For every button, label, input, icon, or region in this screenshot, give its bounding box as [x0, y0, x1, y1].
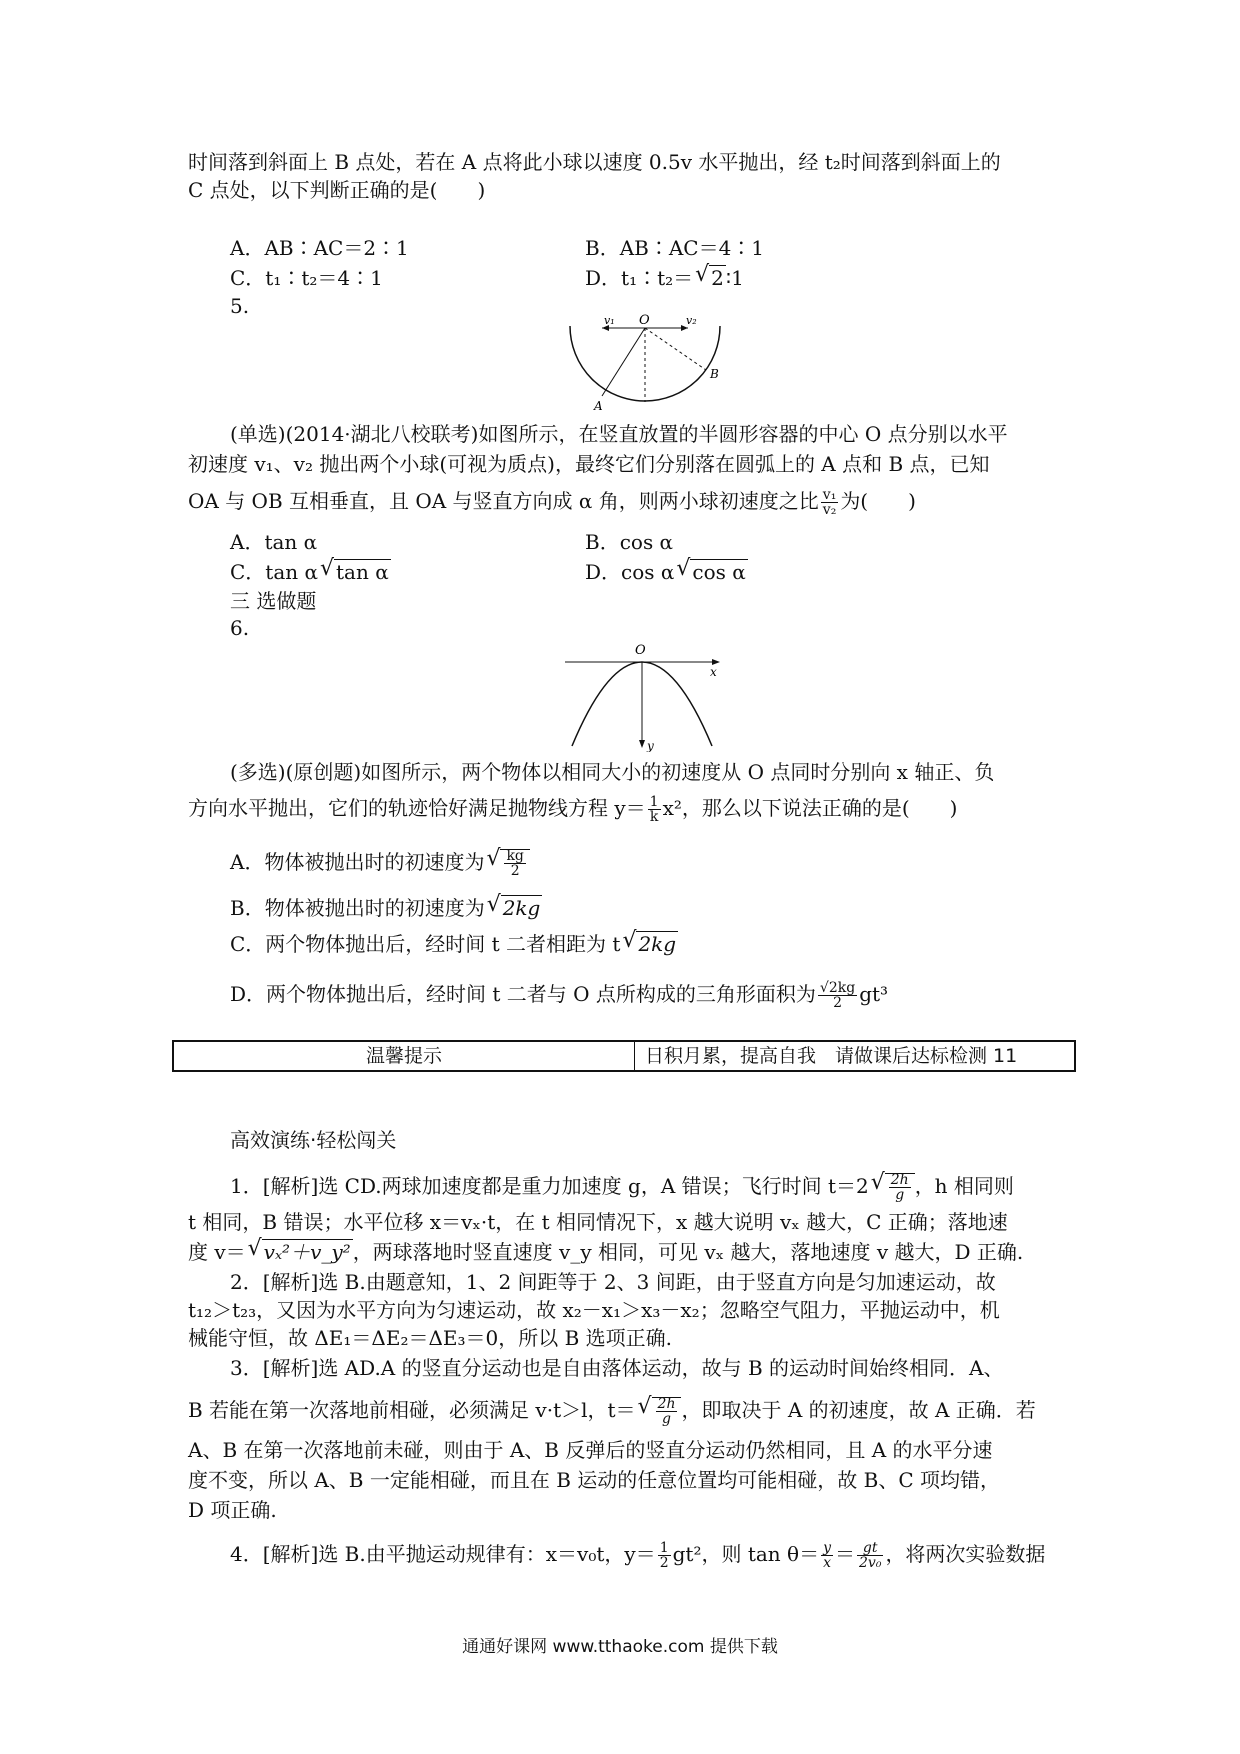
q4-option-d: D．t₁∶t₂＝√ 2 ∶1 [585, 264, 744, 292]
answers-heading: 高效演练·轻松闯关 [230, 1128, 397, 1152]
section-heading: 三 选做题 [230, 589, 317, 613]
fraction: $\frac{y}{x}$ [823, 1540, 831, 1571]
tip-box [172, 1040, 1076, 1072]
fig-label-y: y [647, 739, 654, 752]
q6-line1: (多选)(原创题)如图所示，两个物体以相同大小的初速度从 O 点同时分别向 x 轴正、负 [230, 760, 995, 784]
fraction: $\frac{√2kg}{2}$ [819, 980, 856, 1011]
answer-3-line3: A、B 在第一次落地前未碰，则由于 A、B 反弹后的竖直分运动仍然相同，且 A 的水平分速 [188, 1438, 993, 1462]
sqrt-sign: √ 2 [695, 264, 726, 292]
q5-option-c: C．tan α√ tan α [230, 558, 391, 586]
q6-option-a: A．物体被抛出时的初速度为 √ $\frac{kg}{2}$ [230, 848, 530, 878]
fraction: $\frac{\text{v₁}}{\text{v₂}}$ [822, 487, 837, 518]
tip-message: 日积月累，提高自我 请做课后达标检测 11 [645, 1045, 1018, 1067]
sqrt-sign [638, 1396, 682, 1426]
q4-line2: C 点处，以下判断正确的是( ) [188, 178, 486, 202]
fig-label-o: O [635, 643, 646, 658]
answer-1-line1: 1．[解析]选 CD.两球加速度都是重力加速度 g，A 错误；飞行时间 t＝2 √ $\frac{2h}{g}$ ，h 相同则 [230, 1172, 1014, 1202]
fig-label-v1: v₁ [604, 314, 615, 327]
answer-3-line5: D 项正确. [188, 1498, 277, 1522]
q4-option-b: B．AB∶AC＝4∶1 [585, 236, 765, 260]
sqrt-sign [871, 1172, 915, 1202]
answer-3-line1: 3．[解析]选 AD.A 的竖直分运动也是自由落体运动，故与 B 的运动时间始终相同．A、 [230, 1356, 1004, 1380]
fig-label-b: B [710, 367, 719, 381]
fraction: $\frac{1}{k}$ [649, 794, 659, 825]
fig-label-o: O [639, 313, 650, 328]
answer-4-line1: 4．[解析]选 B.由平抛运动规律有：x＝v₀t，y＝ $\frac{1}{2}$ gt²，则 tan θ＝ $\frac{y}{x}$ ＝ $\frac{gt}{\text{2v₀}}$ ，将两次实验数据 [230, 1540, 1046, 1571]
sqrt-sign: √ vₓ²＋v_y² [248, 1238, 353, 1266]
sqrt-sign: √ tan α [320, 558, 391, 586]
q4-option-a: A．AB∶AC＝2∶1 [230, 236, 409, 260]
fig-label-v2: v₂ [686, 314, 697, 327]
q5-option-a: A．tan α [230, 530, 318, 554]
q6-option-d: D．两个物体抛出后，经时间 t 二者与 O 点所构成的三角形面积为 $\frac{√2kg}{2}$ gt³ [230, 980, 889, 1011]
fig-label-x: x [710, 665, 717, 679]
fig-label-a: A [594, 399, 603, 412]
fraction: √ $\frac{2h}{g}$ [657, 1396, 676, 1427]
fraction: $\frac{gt}{\text{2v₀}}$ [859, 1540, 882, 1571]
fraction: √ $\frac{kg}{2}$ [506, 848, 524, 879]
answer-2-line2: t₁₂＞t₂₃，又因为水平方向为匀速运动，故 x₂－x₁＞x₃－x₂；忽略空气阻力，平抛运动中，机 [188, 1298, 1000, 1322]
q5-line3: OA 与 OB 互相垂直，且 OA 与竖直方向成 α 角，则两小球初速度之比 $\frac{\text{v₁}}{\text{v₂}}$ 为( ) [188, 487, 916, 518]
q6-option-c: C．两个物体抛出后，经时间 t 二者相距为 t√ 2kg [230, 930, 678, 958]
q5-option-d: D．cos α√ cos α [585, 558, 748, 586]
q5-line1: (单选)(2014·湖北八校联考)如图所示，在竖直放置的半圆形容器的中心 O 点分别以水平 [230, 422, 1008, 446]
sqrt-sign: √ 2kg [487, 894, 543, 922]
answer-3-line2: B 若能在第一次落地前相碰，必须满足 v·t＞l，t＝ √ $\frac{2h}{g}$ ，即取决于 A 的初速度，故 A 正确．若 [188, 1396, 1036, 1426]
answer-3-line4: 度不变，所以 A、B 一定能相碰，而且在 B 运动的任意位置均可能相碰，故 B、C 项均错， [188, 1468, 1000, 1492]
q6-number: 6. [230, 616, 250, 640]
answer-1-line2: t 相同，B 错误；水平位移 x＝vₓ·t，在 t 相同情况下，x 越大说明 vₓ 越大，C 正确；落地速 [188, 1210, 1008, 1234]
q6-line2: 方向水平抛出，它们的轨迹恰好满足抛物线方程 y＝ $\frac{1}{k}$ x²，那么以下说法正确的是( ) [188, 794, 958, 825]
q5-semicircle-figure [560, 312, 730, 412]
answer-2-line1: 2．[解析]选 B.由题意知，1、2 间距等于 2、3 间距，由于竖直方向是匀加速运动，故 [230, 1270, 996, 1294]
sqrt-sign: √ 2kg [622, 930, 678, 958]
tip-label: 温馨提示 [174, 1042, 635, 1070]
fraction: √ $\frac{2h}{g}$ [890, 1172, 909, 1203]
q5-option-b: B．cos α [585, 530, 674, 554]
q6-parabola-figure [560, 640, 730, 752]
q6-option-b: B．物体被抛出时的初速度为√ 2kg [230, 894, 542, 922]
answer-1-line3: 度 v＝√ vₓ²＋v_y² ，两球落地时竖直速度 v_y 相同，可见 vₓ 越大，落地速度 v 越大，D 正确. [188, 1238, 1023, 1266]
q4-option-c: C．t₁∶t₂＝4∶1 [230, 266, 383, 290]
q5-number: 5. [230, 294, 250, 318]
sqrt-sign: √ cos α [676, 558, 747, 586]
q4-line1: 时间落到斜面上 B 点处，若在 A 点将此小球以速度 0.5v 水平抛出，经 t₂时间落到斜面上的 [188, 150, 1001, 174]
sqrt-sign [486, 848, 529, 878]
page-footer: 通通好课网 www.tthaoke.com 提供下载 [462, 1637, 778, 1657]
q5-line2: 初速度 v₁、v₂ 抛出两个小球(可视为质点)，最终它们分别落在圆弧上的 A 点和 B 点，已知 [188, 452, 990, 476]
fraction: $\frac{1}{2}$ [659, 1540, 669, 1571]
answer-2-line3: 械能守恒，故 ΔE₁＝ΔE₂＝ΔE₃＝0，所以 B 选项正确. [188, 1326, 673, 1350]
